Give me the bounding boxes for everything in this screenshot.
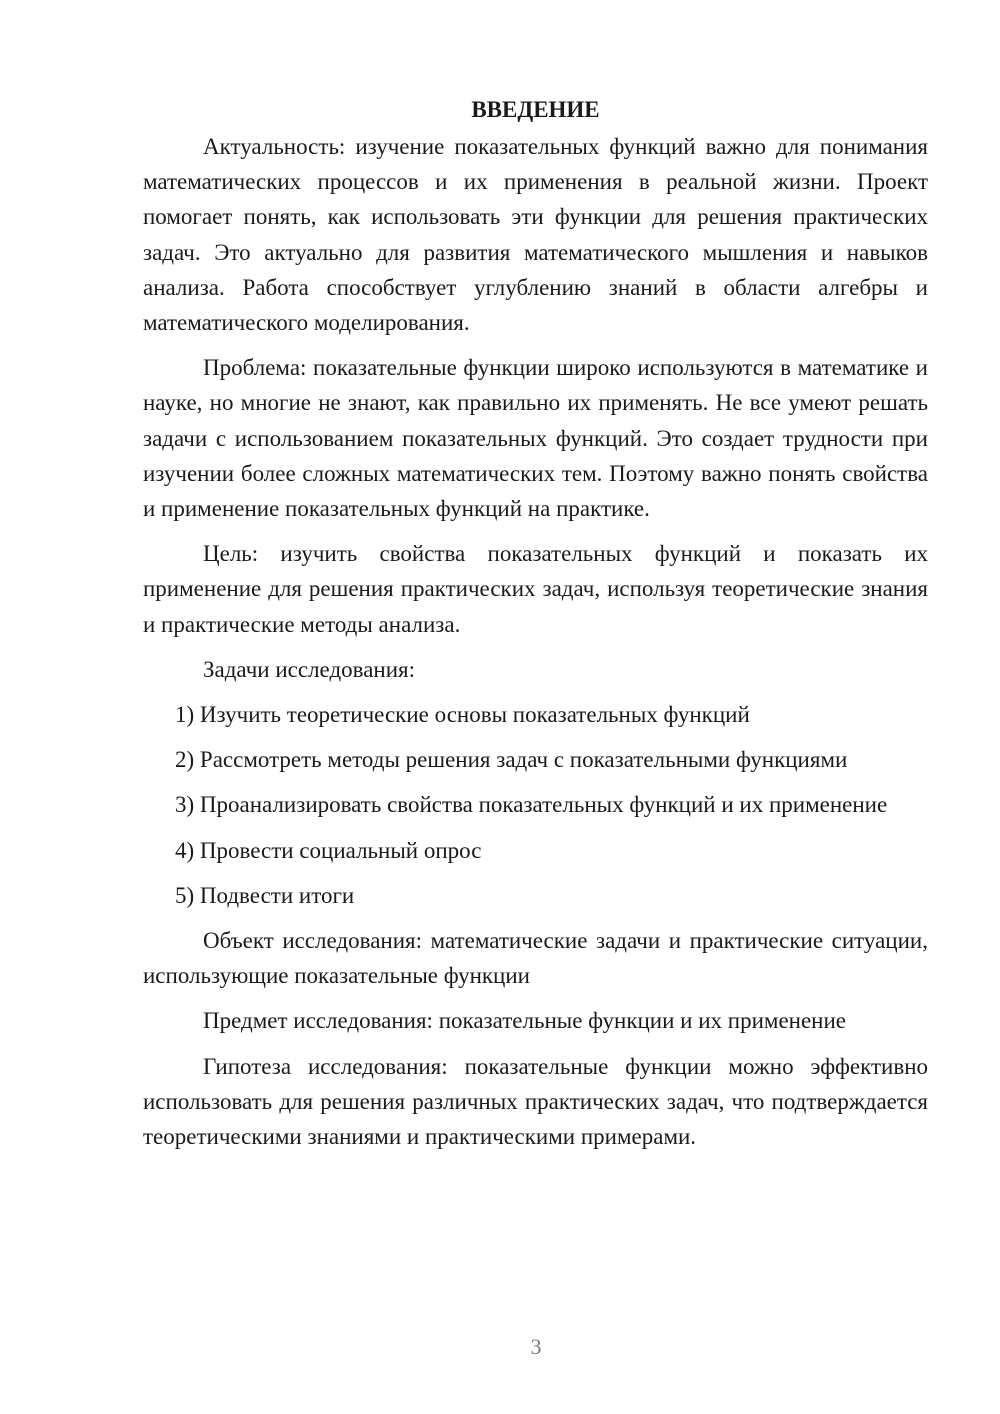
list-item: 2) Рассмотреть методы решения задач с показательными функциями	[175, 747, 848, 773]
hypothesis-paragraph: Гипотеза исследования: показательные функции можно эффективно использовать для решения различных практических задач, что подтверждается теоретическими знаниями и практическими примерами.	[143, 1053, 928, 1150]
list-item: 3) Проанализировать свойства показательных функций и их применение	[175, 792, 888, 818]
list-item: 1) Изучить теоретические основы показательных функций	[175, 702, 750, 728]
subject-paragraph: Предмет исследования: показательные функции и их применение	[203, 1008, 847, 1034]
list-item: 4) Провести социальный опрос	[175, 837, 482, 863]
tasks-heading: Задачи исследования:	[203, 656, 416, 682]
document-title: ВВЕДЕНИЕ	[471, 97, 600, 122]
list-item: 5) Подвести итоги	[175, 882, 355, 908]
object-paragraph: Объект исследования: математические задачи и практические ситуации, использующие показательные функции	[143, 928, 928, 989]
goal-paragraph: Цель: изучить свойства показательных функций и показать их применение для решения практических задач, используя теоретические знания и практические методы анализа.	[143, 541, 928, 637]
document-page	[143, 92, 928, 1164]
relevance-paragraph: Актуальность: изучение показательных функций важно для понимания математических процессов и их применения в реальной жизни. Проект помогает понять, как использовать эти функции для решения практических задач. Это актуально для развития математического мышления и навыков анализа. Работа способствует углублению знаний в области алгебры и математического моделирования.	[143, 134, 928, 336]
page-number: 3	[530, 1334, 542, 1359]
tasks-list	[143, 697, 928, 913]
problem-paragraph: Проблема: показательные функции широко используются в математике и науке, но многие не знают, как правильно их применять. Не все умеют решать задачи с использованием показательных функций. Это создает трудности при изучении более сложных математических тем. Поэтому важно понять свойства и применение показательных функций на практике.	[143, 355, 928, 522]
